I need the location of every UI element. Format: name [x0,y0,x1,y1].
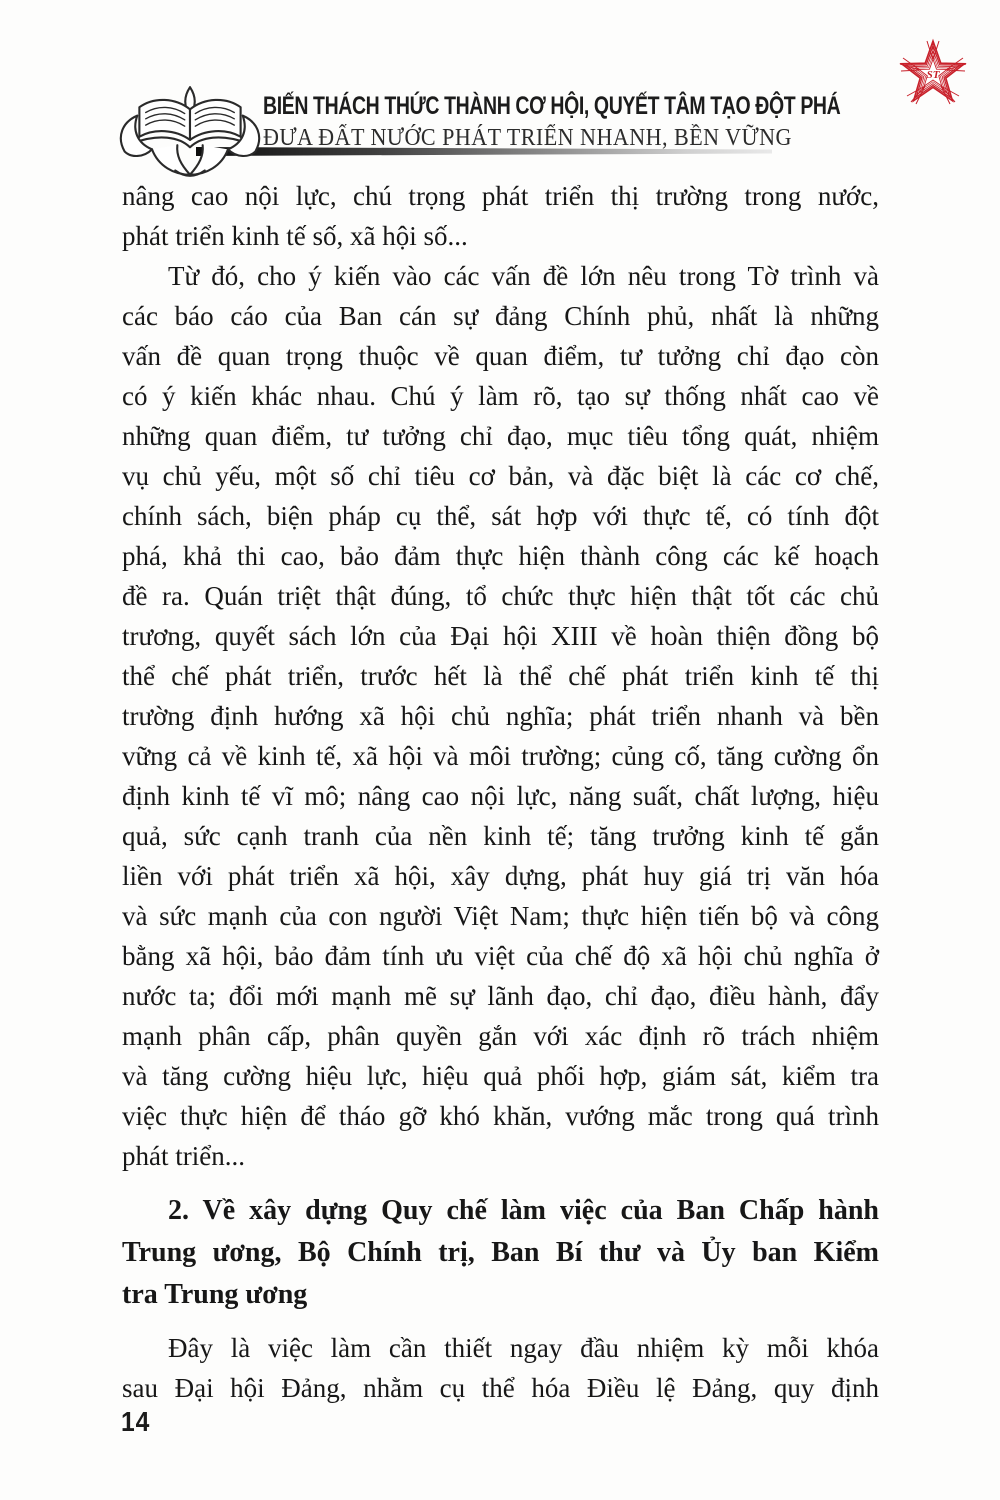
text-line: vững cả về kinh tế, xã hội và môi trường; củng cố, tăng cường ổn [122,741,879,771]
text-line: quả, sức cạnh tranh của nền kinh tế; tăng trưởng kinh tế gắn [122,821,879,851]
text-line: Đây là việc làm cần thiết ngay đầu nhiệm kỳ mỗi khóa [168,1333,879,1363]
emblem-monogram: ST [926,69,940,81]
page-number: 14 [121,1406,151,1437]
text-line: vấn đề quan trọng thuộc về quan điểm, tư tưởng chỉ đạo còn [122,341,879,371]
text-line: phát triển kinh tế số, xã hội số... [122,221,468,251]
text-line: có ý kiến khác nhau. Chú ý làm rõ, tạo sự thống nhất cao về [122,381,879,411]
text-line: Trung ương, Bộ Chính trị, Ban Bí thư và Ủy ban Kiểm [122,1237,879,1268]
section-heading [122,1190,879,1316]
text-line: nâng cao nội lực, chú trọng phát triển thị trường trong nước, [122,181,879,211]
paragraph [122,1328,879,1408]
paragraph [122,256,879,1176]
text-line: mạnh phân cấp, phân quyền gắn với xác định rõ trách nhiệm [122,1021,879,1051]
text-line: những quan điểm, tư tưởng chỉ đạo, mục tiêu tổng quát, nhiệm [122,421,879,451]
text-line: việc thực hiện để tháo gỡ khó khăn, vướng mắc trong quá trình [122,1101,879,1131]
text-line: liền với phát triển xã hội, xây dựng, phát huy giá trị văn hóa [122,861,879,891]
text-line: và sức mạnh của con người Việt Nam; thực hiện tiến bộ và công [122,901,879,931]
text-line: Từ đó, cho ý kiến vào các vấn đề lớn nêu trong Tờ trình và [168,261,879,291]
text-line: phá, khả thi cao, bảo đảm thực hiện thành công các kế hoạch [122,541,879,571]
text-line: trường định hướng xã hội chủ nghĩa; phát triển nhanh và bền [122,701,879,731]
header-title-line1: BIẾN THÁCH THỨC THÀNH CƠ HỘI, QUYẾT TÂM TẠO ĐỘT PHÁ [263,92,841,120]
lotus-open-book-icon [116,84,264,200]
text-line: phát triển... [122,1141,245,1171]
text-line: chính sách, biện pháp cụ thể, sát hợp với thực tế, có tính đột [122,501,879,531]
text-line: và tăng cường hiệu lực, hiệu quả phối hợp, giám sát, kiểm tra [122,1061,879,1091]
text-line: đề ra. Quán triệt thật đúng, tổ chức thực hiện thật tốt các chủ [122,581,879,611]
text-line: bằng xã hội, bảo đảm tính ưu việt của chế độ xã hội chủ nghĩa ở [122,941,879,971]
text-line: thể chế phát triển, trước hết là thể chế phát triển kinh tế thị [122,661,879,691]
text-line: các báo cáo của Ban cán sự đảng Chính phủ, nhất là những [122,301,879,331]
text-line: sau Đại hội Đảng, nhằm cụ thể hóa Điều lệ Đảng, quy định [122,1373,879,1403]
text-line: trương, quyết sách lớn của Đại hội XIII về hoàn thiện đồng bộ [122,621,879,651]
text-line: vụ chủ yếu, một số chỉ tiêu cơ bản, và đặc biệt là các cơ chế, [122,461,879,491]
text-line: nước ta; đổi mới mạnh mẽ sự lãnh đạo, chỉ đạo, điều hành, đẩy [122,981,879,1011]
running-header [263,92,1000,152]
text-line: định kinh tế vĩ mô; nâng cao nội lực, năng suất, chất lượng, hiệu [122,781,879,811]
header-title-line2: ĐƯA ĐẤT NƯỚC PHÁT TRIỂN NHANH, BỀN VỮNG [263,125,792,151]
page-body [122,176,879,1408]
text-line: 2. Về xây dựng Quy chế làm việc của Ban Chấp hành [168,1195,879,1226]
text-line: tra Trung ương [122,1279,308,1310]
